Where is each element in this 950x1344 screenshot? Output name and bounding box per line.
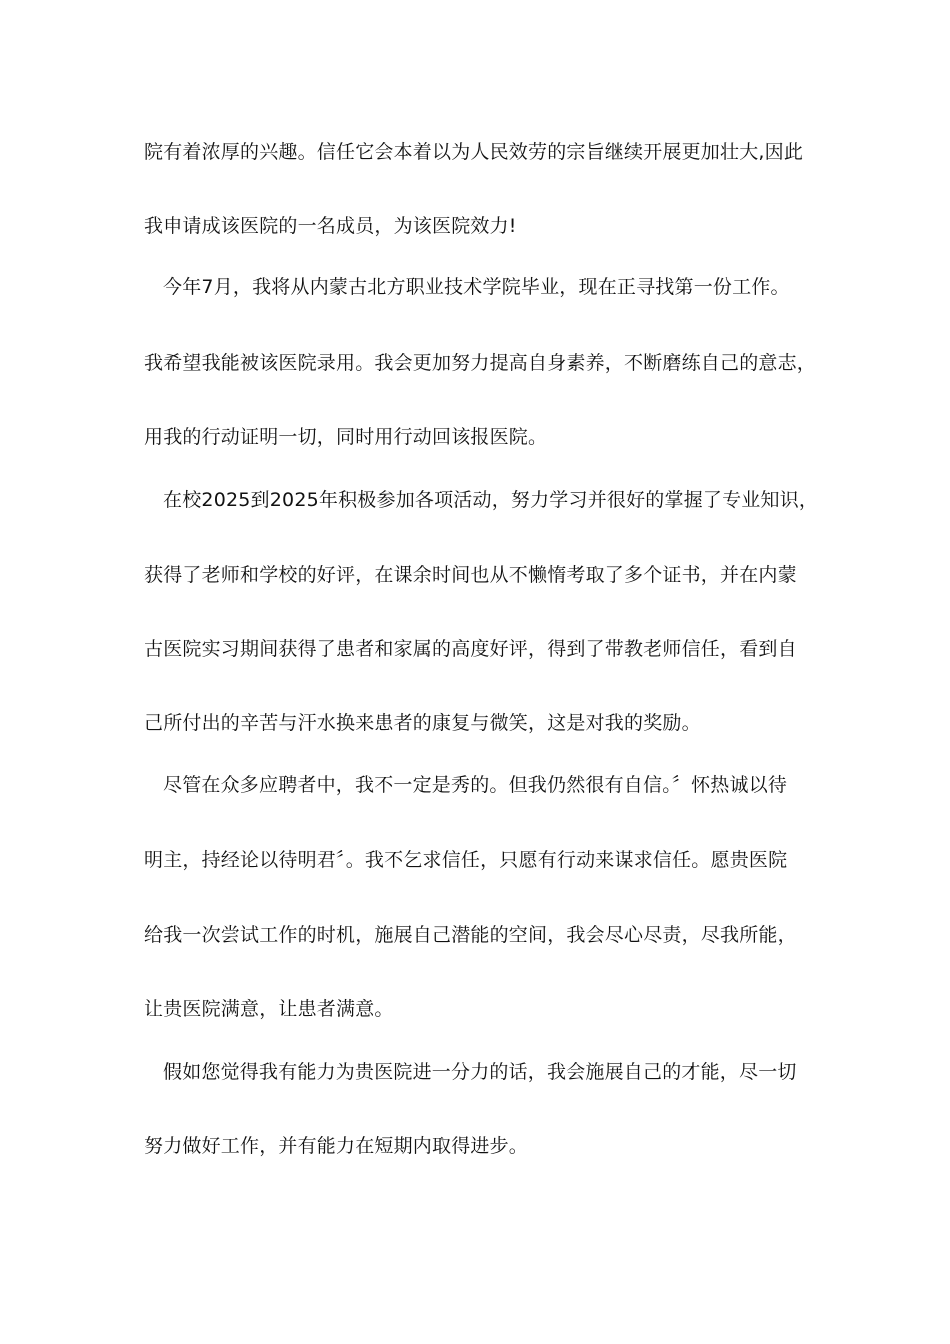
text-line-10: 尽管在众多应聘者中，我不一定是秀的。但我仍然很有自信。〞怀热诚以待 bbox=[163, 774, 788, 796]
text-line-2: 我申请成该医院的一名成员，为该医院效力! bbox=[144, 215, 517, 237]
text-line-9: 己所付出的辛苦与汗水换来患者的康复与微笑，这是对我的奖励。 bbox=[144, 712, 701, 734]
text-line-11: 明主，持经论以待明君〞。我不乞求信任，只愿有行动来谋求信任。愿贵医院 bbox=[144, 849, 788, 871]
text-line-14: 假如您觉得我有能力为贵医院进一分力的话，我会施展自己的才能，尽一切 bbox=[163, 1061, 797, 1083]
text-line-1: 院有着浓厚的兴趣。信任它会本着以为人民效劳的宗旨继续开展更加壮大,因此 bbox=[144, 141, 804, 163]
text-line-5: 用我的行动证明一切，同时用行动回该报医院。 bbox=[144, 426, 548, 448]
text-line-6: 在校2025到2025年积极参加各项活动，努力学习并很好的掌握了专业知识， bbox=[163, 489, 819, 511]
text-line-3: 今年7月，我将从内蒙古北方职业技术学院毕业，现在正寻找第一份工作。 bbox=[163, 276, 790, 298]
text-line-8: 古医院实习期间获得了患者和家属的高度好评，得到了带教老师信任，看到自 bbox=[144, 638, 797, 660]
text-line-15: 努力做好工作，并有能力在短期内取得进步。 bbox=[144, 1135, 529, 1157]
text-line-13: 让贵医院满意，让患者满意。 bbox=[144, 998, 394, 1020]
text-line-7: 获得了老师和学校的好评，在课余时间也从不懒惰考取了多个证书，并在内蒙 bbox=[144, 564, 797, 586]
text-line-4: 我希望我能被该医院录用。我会更加努力提高自身素养，不断磨练自己的意志， bbox=[144, 352, 817, 374]
text-line-12: 给我一次尝试工作的时机，施展自己潜能的空间，我会尽心尽责，尽我所能， bbox=[144, 924, 797, 946]
